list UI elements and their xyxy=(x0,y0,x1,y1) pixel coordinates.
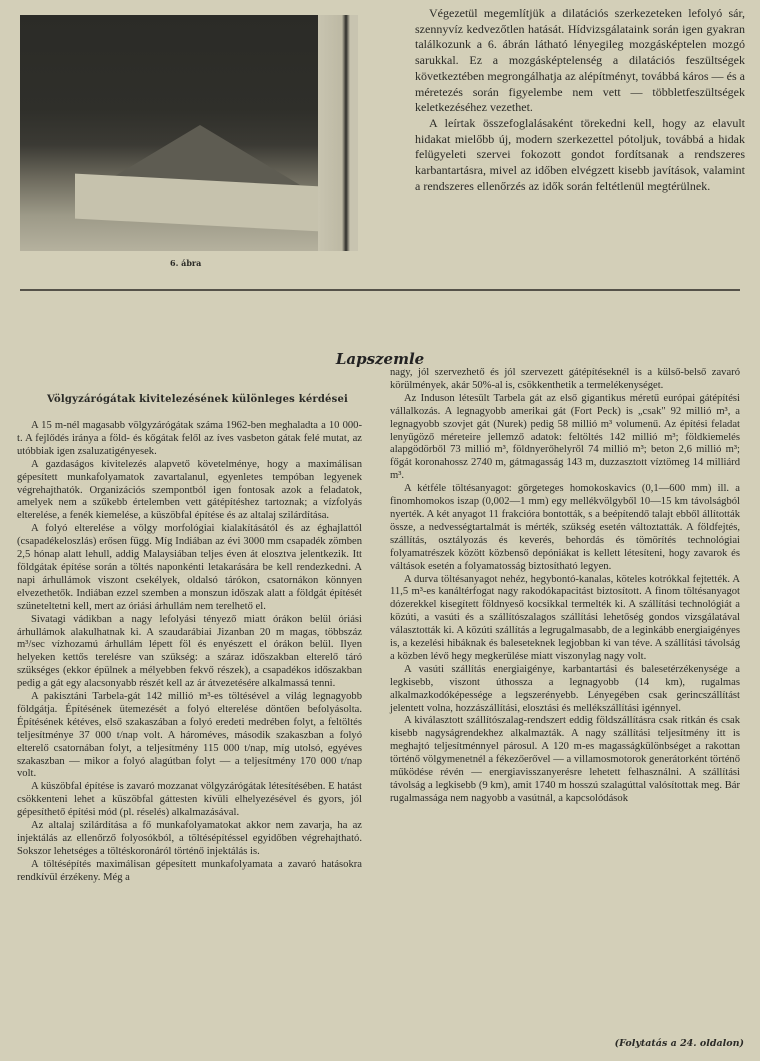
section-title: Lapszemle xyxy=(335,350,425,368)
paragraph: Az Induson létesült Tarbela gát az első gigantikus méretű európai gátépítési vállalkozás. A legnagyobb amerikai gát (Fort Peck) is „csak" 92 millió m³, a legnagyobb szovjet gát (Nurek) pedig 58 millió m³ volumenű. Az építési feladat lenyűgöző méreteire jellemző adatok: feltöltés 142 millió m³; földkiemelés alapgödörből 73 millió m³, földnyerőhelyről 74 millió m³; beton 2,6 millió m³; főgát koronahossz 2740 m, gátmagasság 143 m, duzzasztott víztömeg 14 milliárd m³. xyxy=(390,392,740,482)
article-left-column xyxy=(17,420,362,885)
figure-photo xyxy=(20,15,358,251)
pillar-shape xyxy=(318,15,358,251)
paragraph: nagy, jól szervezhető és jól szervezett gátépítéseknél is a külső-belső zavaró körülmények, akár 50%-al is, csökkenthetik a termelékenységet. xyxy=(390,367,740,391)
paragraph: A gazdaságos kivitelezés alapvető követelménye, hogy a maximálisan gépesített munkafolyamatok zavartalanul, egyenletes tempóban legyenek végrehajthatók. Organizációs szempontból igen fontosak azok a feladatok, amelyek nem a szűkebb értelemben vett gátépítéshez tartoznak; a vízfolyás elterelése, a fenék kiemelése, a küszöbfal építése és az altalaj szilárdítása. xyxy=(17,458,362,522)
paragraph: Az altalaj szilárdítása a fő munkafolyamatokat akkor nem zavarja, ha az injektálás az ellenőrző folyosókból, a töltésépítéssel egyidőben végrehajtható. Sokszor lehetséges a töltéskoronáról történő injektálás is. xyxy=(17,820,362,857)
article-title: Völgyzárógátak kivitelezésének különleges kérdései xyxy=(46,394,348,405)
top-right-column xyxy=(415,6,745,194)
paragraph: A kétféle töltésanyagot: görgeteges homokoskavics (0,1—600 mm) ill. a finomhomokos iszap (0,002—1 mm) egy mellékvölgyből 10—15 km távolságból nyerték. A két anyagot 11 frakcióra bontották, s a beépítendő talajt ebből állították össze, a nedvességtartalmát is mérték, szükség esetén változtatták. A földfejtés, szállítás, osztályozás és keverés, behordás és tömörítés technológiai folyamatrészek között közbenső depóniákat is kellett létesíteni, hogy zavarok és váltások esetén a folyamatosság biztosítható legyen. xyxy=(390,483,740,572)
paragraph: A pakisztáni Tarbela-gát 142 millió m³-es töltésével a világ legnagyobb földgátja. Építésének ütemezését a folyó elterelése döntően befolyásolta. Építésének kétéves, első szakaszában a folyó eredeti medrében folyt, a feltöltés teljesítménye 37 000 t/nap volt. A hároméves, második szakaszban a folyó elterelő csatornában folyt, a teljesítmény 115 000 t/nap, míg utolsó, egyéves szakaszban — mikor a folyó alagútban folyt — a teljesítmény 170 000 t/nap volt. xyxy=(17,691,362,780)
paragraph: A leírtak összefoglalásaként törekedni kell, hogy az elavult hidakat mielőbb új, modern szerkezettel pótoljuk, továbbá a hidak felügyeleti szervei fokozott gondot fordítsanak a rendszeres karbantartásra, mivel az időben elvégzett kisebb javítások, valamint a rendszeres ellenőrzés az idők során feltétlenül megtérülnek. xyxy=(415,115,745,193)
paragraph: A vasúti szállítás energiaigénye, karbantartási és balesetérzékenysége a legkisebb, viszont úthossza a legnagyobb (14 km), rugalmas alkalmazkodóképessége a legszerényebb. Lényegében csak gerincszállítást jelentett volna, hozzászállítási, elosztási és mellékszállítási igénnyel. xyxy=(390,663,740,714)
section-divider xyxy=(20,289,740,291)
paragraph: A durva töltésanyagot nehéz, hegybontó-kanalas, köteles kotrókkal fejtették. A 11,5 m³-es kanáltérfogat nagy rakodókapacitást biztosított. A finom töltésanyagot dózerekkel kisegített földnyeső kocsikkal termelték ki. A szállítási technológiát a közúti, a vasúti és a szállítószalagos szállítási lehetőség gondos vizsgálatával választották ki. A közúti szállítás a legrugalmasabb, de a leginkább energiaigényes is, a kezelési hibáknak és baleseteknek legjobban ki van téve. A szállítási távolság a közben lévő hegy megkerülése miatt viszonylag nagy volt. xyxy=(390,573,740,662)
continued-note: (Folytatás a 24. oldalon) xyxy=(614,1038,744,1049)
paragraph: A küszöbfal építése is zavaró mozzanat völgyzárógátak létesítésében. E hatást csökkenteni lehet a küszöbfal gáttesten kívüli elhelyezésével és gyors, jól gépesíthető építési mód (pl. réselés) alkalmazásával. xyxy=(17,781,362,819)
paragraph: A 15 m-nél magasabb völgyzárógátak száma 1962-ben meghaladta a 10 000-t. A fejlődés iránya a föld- és kőgátak felől az íves vasbeton gátak felé mutat, az utóbbiak igen zsaluzatigényesek. xyxy=(17,420,362,457)
paragraph: A töltésépítés maximálisan gépesített munkafolyamata a zavaró hatásokra rendkívül érzékeny. Még a xyxy=(17,858,362,883)
paragraph: A folyó elterelése a völgy morfológiai kialakításától és az éghajlattól (csapadékeloszlás) erősen függ. Míg Indiában az évi 3000 mm csapadék zömben 2,5 hónap alatt lehull, addig Malaysiában teljes éven át elosztva jelentkezik. Itt földgátak építése során a töltés naponkénti letakarására be kell rendezkedni. A napi árhullámok viszont csekélyek, oldalsó tárókon, csatornákon könnyen elvezethetők. Indiában ezzel szemben a monszun időszak alatt a földgát építését szüneteltetni kell, mert az óriási árhullám nem terelhető el. xyxy=(17,523,362,612)
article-right-column xyxy=(390,367,740,806)
figure-caption: 6. ábra xyxy=(170,258,202,268)
paragraph: Végezetül megemlítjük a dilatációs szerkezeteken lefolyó sár, szennyvíz kedvezőtlen hatását. Hídvizsgálataink során igen gyakran találkozunk a 6. ábrán látható lényegileg mozgásképtelen mozgó sarukkal. Ez a mozgásképtelenség a dilatációs feszültségek következtében megrongálhatja az alépítményt, továbbá káros — és a méretezés során figyelembe nem vett — többletfeszültségek keletkezéséhez vezethet. xyxy=(415,6,745,115)
paragraph: Sivatagi vádikban a nagy lefolyási tényező miatt órákon belül óriási árhullámok alakulhatnak ki. A szaudarábiai Jizanban 20 m magas, többszáz m³/sec vízhozamú árhullám lépett föl és enyészett el órákon belül. Ilyen helyeken kettős terelésre van szükség: a száraz időszakban elterelő táró szükséges (ekkor épülnek a mélyebben fekvő részek), a csapadékos időszakban pedig a gát egy alacsonyabb részét kell az ár átvezetésére alkalmassá tenni. xyxy=(17,613,362,690)
paragraph: A kiválasztott szállítószalag-rendszert eddig földszállításra csak ritkán és csak kisebb nagyságrendekhez alkalmazták. A nagy szállítási teljesítmény itt is meghajtó teljesítménnyel párosul. A 120 m-es magasságkülönbséget a rakottan történő völgymenetnél a fékezőerővel — a villamosmotorok generátorként történő működése révén — energiavisszanyerésre lehetett felhasználni. A szállítási távolság a legkisebb (9 km), amit 1740 m hosszú szalagúttal valósítottak meg. Bár rugalmassága nem nagyobb a vasútnál, a kapcsolódások xyxy=(390,715,740,804)
